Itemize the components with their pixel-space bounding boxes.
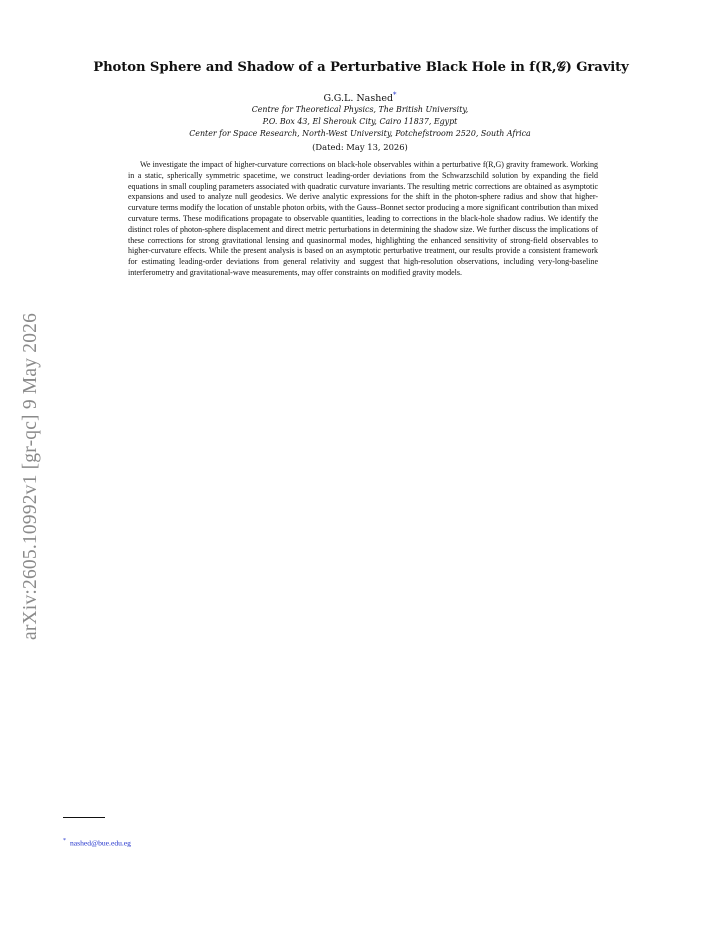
- footnote-mark: *: [63, 838, 66, 844]
- footnote: [63, 838, 131, 848]
- author-footnote-mark[interactable]: *: [393, 91, 397, 99]
- affiliation-line-2: P.O. Box 43, El Sherouk City, Cairo 11837, Egypt: [262, 117, 458, 126]
- footnote-rule: [63, 817, 105, 818]
- author-line: [0, 91, 720, 104]
- arxiv-identifier-stamp: arXiv:2605.10992v1 [gr-qc] 9 May 2026: [20, 312, 41, 640]
- dated-line: (Dated: May 13, 2026): [312, 142, 408, 152]
- abstract: [128, 160, 598, 279]
- author-email-link[interactable]: nashed@bue.edu.eg: [70, 838, 131, 848]
- author-name: G.G.L. Nashed: [323, 93, 394, 105]
- affiliation-line-1: Centre for Theoretical Physics, The British University,: [251, 105, 469, 114]
- paper-title: Photon Sphere and Shadow of a Perturbative Black Hole in f(R,𝒢) Gravity: [93, 60, 629, 75]
- abstract-text: We investigate the impact of higher-curvature corrections on black-hole observables within a perturbative f(R,G) gravity framework. Working in a static, spherically symmetric spacetime, we construct leading-order deviations from the Schwarzschild solution by expanding the field equations in small coupling parameters associated with quadratic curvature invariants. The resulting metric corrections are obtained as asymptotic expansions and used to analyze null geodesics. We derive analytic expressions for the shift in the photon-sphere radius and show that higher-curvature terms modify the location of unstable photon orbits, with the Gauss–Bonnet sector producing a more significant contribution than mixed curvature terms. These modifications propagate to observable quantities, leading to corrections in the black-hole shadow radius. We identify the distinct roles of photon-sphere displacement and direct metric perturbations in determining the shadow size. We further discuss the implications of these corrections for strong gravitational lensing and quasinormal modes, highlighting the enhanced sensitivity of strong-field observables to higher-curvature effects. While the present analysis is based on an asymptotic perturbative treatment, our results provide a consistent framework for estimating leading-order deviations from general relativity and suggest that high-resolution observations, including very-long-baseline interferometry and gravitational-wave measurements, may offer constraints on modified gravity models.: [128, 160, 598, 277]
- affiliation-line-3: Center for Space Research, North-West University, Potchefstroom 2520, South Africa: [189, 129, 531, 138]
